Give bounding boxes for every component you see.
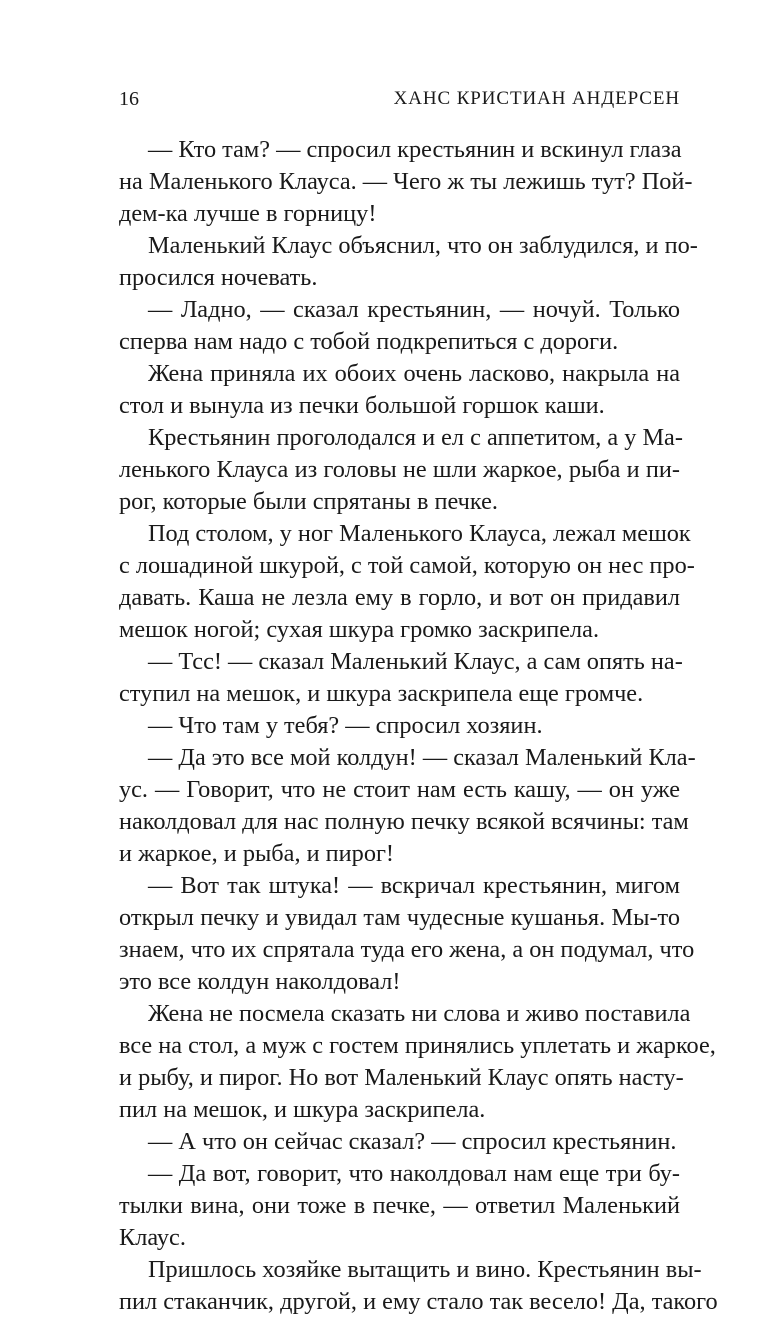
text-line: знаем, что их спрятала туда его жена, а он подумал, что (119, 936, 695, 963)
text-line: Жена приняла их обоих очень ласково, накрыла на (148, 360, 680, 387)
text-body (119, 134, 718, 1318)
text-line: пил на мешок, и шкура заскрипела. (119, 1096, 486, 1123)
text-line: рог, которые были спрятаны в печке. (119, 488, 498, 515)
text-line: наколдовал для нас полную печку всякой всячины: там (119, 808, 689, 835)
text-line: сперва нам надо с тобой подкрепиться с дороги. (119, 328, 619, 355)
text-line: — Что там у тебя? — спросил хозяин. (148, 712, 543, 739)
text-line: ус. — Говорит, что не стоит нам есть кашу, — он уже (119, 776, 680, 803)
text-line: Маленький Клаус объяснил, что он заблудился, и по- (148, 232, 698, 259)
text-line: и жаркое, и рыба, и пирог! (119, 840, 395, 867)
text-line: на Маленького Клауса. — Чего ж ты лежишь тут? Пой- (119, 168, 693, 195)
text-line: — Да это все мой колдун! — сказал Маленький Кла- (148, 744, 696, 771)
text-line: открыл печку и увидал там чудесные кушанья. Мы-то (119, 904, 680, 931)
text-line: пил стаканчик, другой, и ему стало так весело! Да, такого (119, 1288, 718, 1315)
text-line: Жена не посмела сказать ни слова и живо поставила (148, 1000, 691, 1027)
text-line: — Тсс! — сказал Маленький Клаус, а сам опять на- (148, 648, 683, 675)
text-line: тылки вина, они тоже в печке, — ответил Маленький (119, 1192, 680, 1219)
text-line: — Кто там? — спросил крестьянин и вскинул глаза (148, 136, 682, 163)
text-line: — Ладно, — сказал крестьянин, — ночуй. Только (148, 296, 680, 323)
text-line: Пришлось хозяйке вытащить и вино. Крестьянин вы- (148, 1256, 702, 1283)
running-head-author: ХАНС КРИСТИАН АНДЕРСЕН (393, 88, 680, 109)
text-line: Под столом, у ног Маленького Клауса, лежал мешок (148, 520, 691, 547)
page-number: 16 (119, 88, 139, 110)
text-line: стол и вынула из печки большой горшок каши. (119, 392, 605, 419)
text-line: и рыбу, и пирог. Но вот Маленький Клаус опять насту- (119, 1064, 684, 1091)
text-line: просился ночевать. (119, 264, 318, 291)
text-line: — А что он сейчас сказал? — спросил крестьянин. (148, 1128, 677, 1155)
text-line: все на стол, а муж с гостем принялись уплетать и жаркое, (119, 1032, 716, 1059)
text-line: — Вот так штука! — вскричал крестьянин, мигом (148, 872, 680, 899)
text-line: давать. Каша не лезла ему в горло, и вот он придавил (119, 584, 680, 611)
text-line: Клаус. (119, 1224, 186, 1251)
text-line: с лошадиной шкурой, с той самой, которую он нес про- (119, 552, 695, 579)
text-line: Крестьянин проголодался и ел с аппетитом, а у Ма- (148, 424, 683, 451)
text-line: мешок ногой; сухая шкура громко заскрипела. (119, 616, 600, 643)
text-line: дем-ка лучше в горницу! (119, 200, 377, 227)
text-line: это все колдун наколдовал! (119, 968, 401, 995)
text-line: ступил на мешок, и шкура заскрипела еще громче. (119, 680, 644, 707)
text-line: ленького Клауса из головы не шли жаркое, рыба и пи- (119, 456, 680, 483)
text-line: — Да вот, говорит, что наколдовал нам еще три бу- (148, 1160, 680, 1187)
page-header (119, 82, 680, 116)
